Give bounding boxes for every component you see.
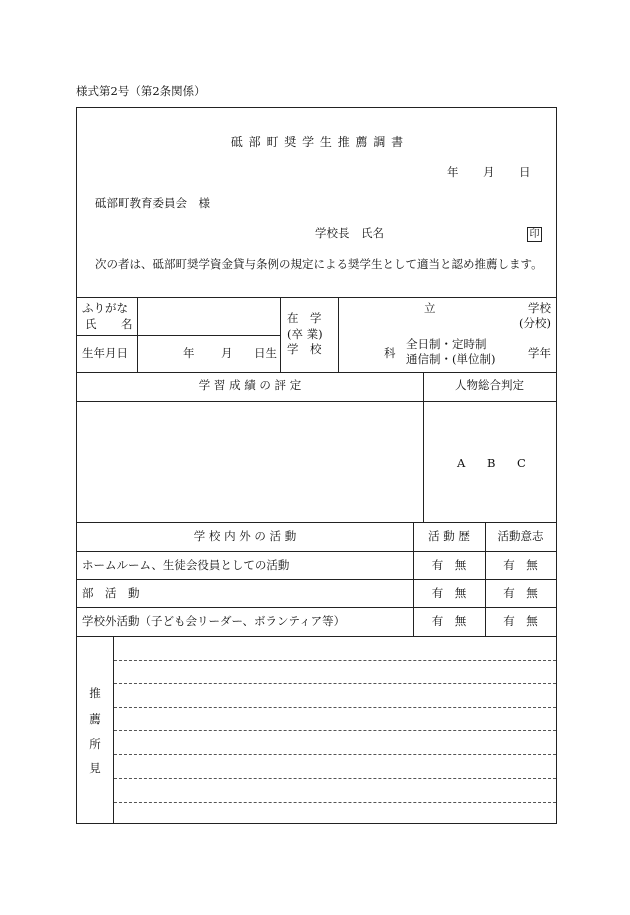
activity-intention-header: 活動意志 xyxy=(497,529,544,543)
activity-row-intention: 有 無 xyxy=(503,586,538,600)
activity-row-history: 有 無 xyxy=(431,614,467,628)
name-label-2: 名 xyxy=(121,317,133,331)
form-number: 様式第2号（第2条関係） xyxy=(76,84,206,98)
writing-line xyxy=(114,802,556,803)
furigana-label: ふりがな xyxy=(82,301,128,315)
grade-a: A xyxy=(457,456,466,470)
writing-line xyxy=(114,754,556,755)
academic-evaluation-label: 学 習 成 績 の 評 定 xyxy=(198,378,302,392)
writing-line xyxy=(114,707,556,708)
recommendation-form xyxy=(76,107,557,824)
activity-row-intention: 有 無 xyxy=(503,558,538,572)
birth-year: 年 xyxy=(183,346,195,360)
activity-row-label: 学校外活動（子ども会リーダー、ボランティア等） xyxy=(82,614,346,628)
public-type: 立 xyxy=(424,301,436,315)
name-label-1: 氏 xyxy=(85,317,97,331)
activity-row-history: 有 無 xyxy=(431,558,467,572)
activity-row-label: ホームルーム、生徒会役員としての活動 xyxy=(82,558,290,572)
birth-day: 日生 xyxy=(254,346,277,360)
writing-line xyxy=(114,683,556,684)
branch-school: (分校) xyxy=(519,316,551,330)
date-year: 年 xyxy=(447,165,459,179)
recommendation-char: 所 xyxy=(89,737,101,751)
activity-row-intention: 有 無 xyxy=(503,614,538,628)
grade-c: C xyxy=(517,456,526,470)
date-day: 日 xyxy=(519,165,531,179)
system-line-2: 通信制・(単位制) xyxy=(406,352,496,366)
character-evaluation-label: 人物総合判定 xyxy=(455,378,524,392)
birthdate-label: 生年月日 xyxy=(82,346,128,360)
writing-line xyxy=(114,778,556,779)
writing-line xyxy=(114,730,556,731)
seal-stamp: 印 xyxy=(527,227,542,242)
recommendation-statement: 次の者は、砥部町奨学資金貸与条例の規定による奨学生として適当と認め推薦します。 xyxy=(95,257,543,271)
form-title: 砥 部 町 奨 学 生 推 薦 調 書 xyxy=(230,135,405,149)
system-line-1: 全日制・定時制 xyxy=(406,337,487,351)
school-label-1: 在 学 xyxy=(287,311,322,325)
school-label-3: 学 校 xyxy=(287,342,322,356)
school-suffix: 学校 xyxy=(528,301,551,315)
principal-name-label: 学校長 氏名 xyxy=(315,226,384,240)
grade-b: B xyxy=(487,456,496,470)
activity-history-header: 活 動 歴 xyxy=(428,529,470,543)
course: 科 xyxy=(384,346,396,360)
activity-row-label: 部 活 動 xyxy=(82,586,140,600)
activities-header: 学 校 内 外 の 活 動 xyxy=(193,529,297,543)
recommendation-char: 推 xyxy=(89,686,101,700)
date-month: 月 xyxy=(483,165,495,179)
addressee: 砥部町教育委員会 様 xyxy=(95,196,210,210)
recommendation-char: 見 xyxy=(89,761,101,775)
activity-row-history: 有 無 xyxy=(431,586,467,600)
grade-label: 学年 xyxy=(528,346,551,360)
recommendation-char: 薦 xyxy=(89,712,101,726)
school-label-2: (卒 業) xyxy=(287,327,323,341)
birth-month: 月 xyxy=(221,346,233,360)
writing-line xyxy=(114,660,556,661)
